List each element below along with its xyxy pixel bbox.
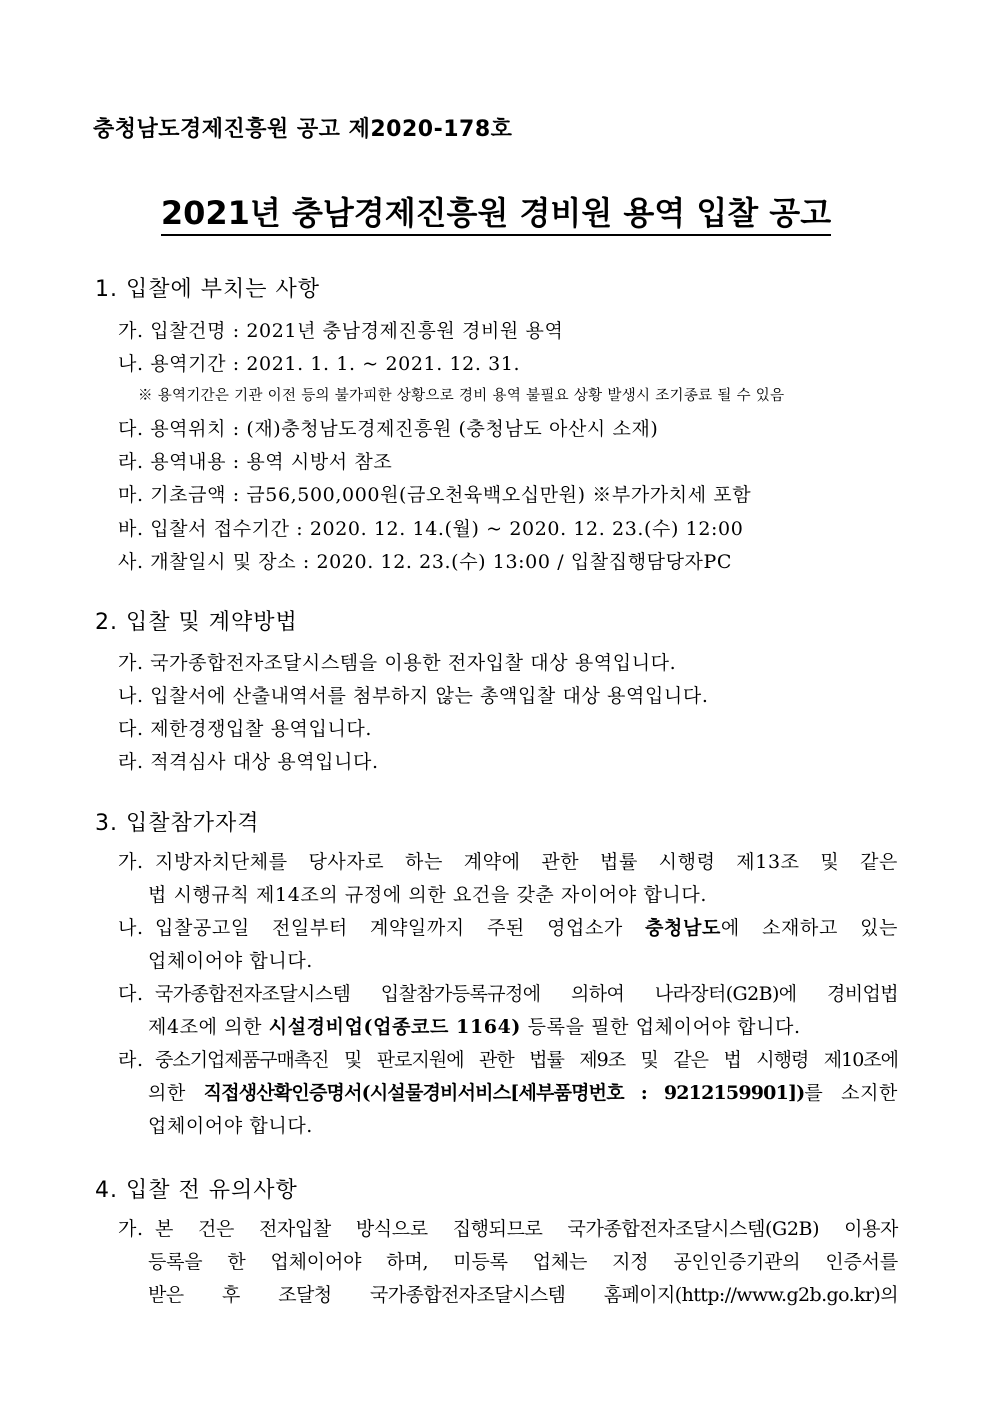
s3-da-line-2 <box>118 1011 898 1044</box>
s3-ra-text-2a: 의한 <box>148 1082 204 1104</box>
s3-da-bold-code: 시설경비업(업종코드 1164) <box>268 1016 522 1038</box>
s3-na-bold-region: 충청남도 <box>645 917 721 939</box>
notice-number: 충청남도경제진흥원 공고 제2020-178호 <box>93 117 513 142</box>
s4-item-ga <box>118 1213 898 1312</box>
s3-da-marker: 다. <box>118 983 144 1005</box>
s4-ga-line-1 <box>118 1213 898 1246</box>
s1-item-na: 나. 용역기간 : 2021. 1. 1. ~ 2021. 12. 31. <box>118 353 521 375</box>
s4-ga-text-1: 본 건은 전자입찰 방식으로 집행되므로 국가종합전자조달시스템(G2B) 이용자 <box>155 1218 898 1240</box>
s3-da-text-1: 국가종합전자조달시스템 입찰참가등록규정에 의하여 나라장터(G2B)에 경비업법 <box>155 983 898 1005</box>
s3-da-line-1 <box>118 978 898 1011</box>
title-text: 2021년 충남경제진흥원 경비원 용역 입찰 공고 <box>161 194 831 236</box>
s1-item-ga: 가. 입찰건명 : 2021년 충남경제진흥원 경비원 용역 <box>118 320 564 342</box>
s3-na-marker: 나. <box>118 917 144 939</box>
s1-note: ※ 용역기간은 기관 이전 등의 불가피한 상황으로 경비 용역 불필요 상황 발생시 조기종료 될 수 있음 <box>138 388 785 404</box>
s3-ga-line-1 <box>118 846 898 879</box>
s3-item-ra <box>118 1044 898 1143</box>
s4-ga-line-2: 등록을 한 업체이어야 하며, 미등록 업체는 지정 공인인증기관의 인증서를 <box>148 1251 898 1273</box>
s3-ra-text-2c: 를 소지한 <box>804 1082 898 1104</box>
s3-ra-text-1: 중소기업제품구매촉진 및 판로지원에 관한 법률 제9조 및 같은 법 시행령 제10조에 <box>155 1049 898 1071</box>
s3-da-text-2a: 제4조에 의한 <box>148 1016 269 1038</box>
s2-item-ra: 라. 적격심사 대상 용역입니다. <box>118 751 379 773</box>
s1-item-sa: 사. 개찰일시 및 장소 : 2020. 12. 23.(수) 13:00 / 입찰집행담당자PC <box>118 551 733 573</box>
section-4-heading: 4. 입찰 전 유의사항 <box>95 1178 298 1203</box>
s3-na-line-2: 업체이어야 합니다. <box>148 950 313 972</box>
s4-ga-line-3: 받은 후 조달청 국가종합전자조달시스템 홈페이지(http://www.g2b.go.kr)의 <box>148 1284 898 1306</box>
s3-na-line-1 <box>118 912 898 945</box>
s2-item-ga: 가. 국가종합전자조달시스템을 이용한 전자입찰 대상 용역입니다. <box>118 652 677 674</box>
s3-ra-bold-cert: 직접생산확인증명서(시설물경비서비스[세부품명번호 : 9212159901]) <box>203 1082 805 1104</box>
s1-item-ra: 라. 용역내용 : 용역 시방서 참조 <box>118 451 393 473</box>
section-2-heading: 2. 입찰 및 계약방법 <box>95 610 298 635</box>
s3-ra-line-1 <box>118 1044 898 1077</box>
s3-na-text-1c: 에 소재하고 있는 <box>720 917 898 939</box>
s3-ga-marker: 가. <box>118 851 144 873</box>
s3-item-na <box>118 912 898 978</box>
s3-ra-line-3: 업체이어야 합니다. <box>148 1115 313 1137</box>
s1-item-da: 다. 용역위치 : (재)충청남도경제진흥원 (충청남도 아산시 소재) <box>118 418 659 440</box>
s2-item-da: 다. 제한경쟁입찰 용역입니다. <box>118 718 373 740</box>
s3-ra-line-2 <box>118 1077 898 1110</box>
section-3-heading: 3. 입찰참가자격 <box>95 811 260 836</box>
s3-item-da <box>118 978 898 1044</box>
s3-ga-line-2: 법 시행규칙 제14조의 규정에 의한 요건을 갖춘 자이어야 합니다. <box>148 884 707 906</box>
s3-ra-marker: 라. <box>118 1049 144 1071</box>
s2-item-na: 나. 입찰서에 산출내역서를 첨부하지 않는 총액입찰 대상 용역입니다. <box>118 685 709 707</box>
s1-item-ma: 마. 기초금액 : 금56,500,000원(금오천육백오십만원) ※부가가치세 포함 <box>118 484 752 506</box>
s1-item-ba: 바. 입찰서 접수기간 : 2020. 12. 14.(월) ~ 2020. 12. 23.(수) 12:00 <box>118 518 744 540</box>
s3-na-text-1a: 입찰공고일 전일부터 계약일까지 주된 영업소가 <box>155 917 646 939</box>
s3-item-ga <box>118 846 898 912</box>
section-1-heading: 1. 입찰에 부치는 사항 <box>95 277 320 302</box>
page-title <box>0 188 992 234</box>
s3-da-text-2c: 등록을 필한 업체이어야 합니다. <box>521 1016 801 1038</box>
s3-ga-text-1: 지방자치단체를 당사자로 하는 계약에 관한 법률 시행령 제13조 및 같은 <box>155 851 898 873</box>
s4-ga-marker: 가. <box>118 1218 144 1240</box>
